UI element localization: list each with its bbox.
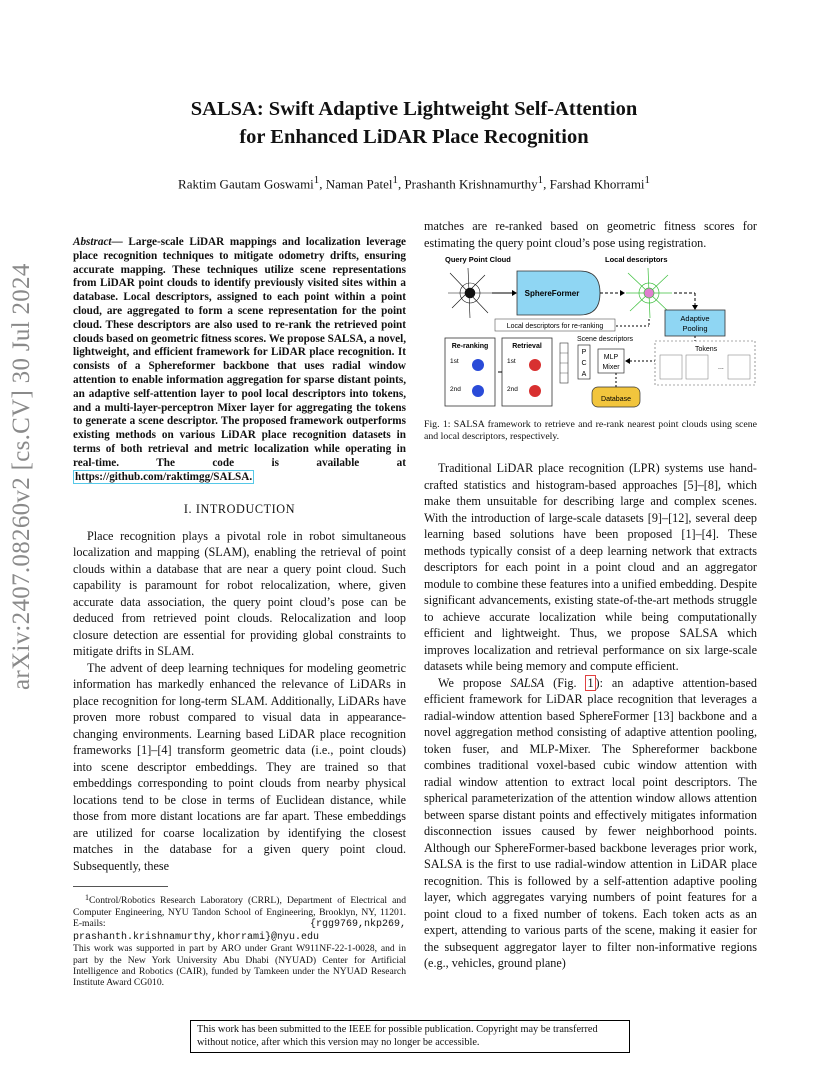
figure-ref-link[interactable]: 1 [587, 675, 594, 690]
framework-diagram [440, 253, 760, 413]
svg-text:Re-ranking: Re-ranking [451, 343, 489, 350]
code-link[interactable]: https://github.com/raktimgg/SALSA. [75, 470, 253, 483]
red-cloud-icon [529, 359, 541, 371]
local-desc-label: Local descriptors [605, 255, 668, 264]
scene-desc-label: Scene descriptors [577, 336, 634, 343]
svg-text:Pooling: Pooling [682, 324, 708, 333]
paragraph: The advent of deep learning techniques for modeling geometric information has markedly enhanced the relevance of LiDARs in place recognition for long-term SLAM. Additionally, LiDARs have proven more robust compared to visual data in appearance-changing environments. Learning based LiDAR place recognition frameworks [1]–[4] transform geometric data (i.e., point clouds) into scene descriptor embeddings. They are trained so that embeddings corresponding to point clouds from nearby physical locations tend to be close in terms of Euclidean distance, while those from more distant locations are far apart. These embeddings are utilized for coarse localization by identifying the closest matches in the database for a given query point cloud. Subsequently, these [73, 660, 406, 873]
red-cloud-icon [529, 385, 541, 397]
blue-cloud-icon [472, 385, 484, 397]
svg-text:2nd: 2nd [450, 386, 461, 393]
abstract: Abstract— Large-scale LiDAR mappings and localization leverage place recognition techniques to mitigate odometry drifts, ensuring accurate mapping. These techniques utilize scene representations from LiDAR point clouds to identify previously visited sites within a database. Local descriptors, assigned to each point within a point cloud, are aggregated to form a scene representation for the point cloud. These descriptors are also used to re-rank the retrieved point clouds based on geometric fitness scores. We propose SALSA, a novel, lightweight, and efficient framework for LiDAR place recognition. It consists of a Sphereformer backbone that uses radial window attention to enable information aggregation for sparse distant points, an adaptive self-attention layer to pool local descriptors into tokens, and a multi-layer-perceptron Mixer layer for aggregating the tokens to generate a scene descriptor. The proposed framework outperforms existing methods on various LiDAR place recognition datasets in terms of both retrieval and metric localization while operating in real-time. The code is available at https://github.com/raktimgg/SALSA. [73, 236, 407, 483]
svg-text:Retrieval: Retrieval [512, 343, 542, 350]
svg-text:P: P [581, 349, 587, 356]
svg-text:MLP: MLP [603, 354, 619, 361]
sphereformer-label: SphereFormer [524, 289, 580, 298]
figure-caption: Fig. 1: SALSA framework to retrieve and re-rank nearest point clouds using scene and local descriptors, respectively. [424, 419, 757, 442]
blue-cloud-icon [472, 359, 484, 371]
svg-text:1st: 1st [507, 358, 516, 365]
svg-text:Adaptive: Adaptive [680, 314, 710, 323]
paragraph: Place recognition plays a pivotal role in robot simultaneous localization and mapping (SLAM), enabling the retrieval of point clouds within a database that are near a query point cloud. Such capability is paramount for robot relocalization, where, given accurate data association, the query point cloud’s pose can be deduced from retrieved point clouds. Relocalization and loop closure detection are essential for providing global constraints to mitigate drifts in SLAM. [73, 528, 406, 659]
left-column [73, 236, 406, 989]
svg-text:A: A [581, 371, 587, 378]
query-cloud-icon [448, 268, 492, 318]
right-column-top [424, 218, 757, 251]
section-heading: I. INTRODUCTION [183, 502, 296, 517]
paper-title: SALSA: Swift Adaptive Lightweight Self-Attention for Enhanced LiDAR Place Recognition [190, 98, 638, 148]
author: Farshad Khorrami [549, 176, 645, 192]
ieee-notice: This work has been submitted to the IEEE for possible publication. Copyright may be transferred without notice, after which this version may no longer be accessible. [190, 1020, 630, 1053]
figure-1 [440, 253, 760, 413]
svg-text:...: ... [718, 364, 724, 371]
arxiv-stamp: arXiv:2407.08260v2 [cs.CV] 30 Jul 2024 [8, 263, 35, 690]
svg-text:1st: 1st [450, 358, 459, 365]
svg-text:2nd: 2nd [507, 386, 518, 393]
paragraph: We propose SALSA (Fig. 1 ): an adaptive attention-based efficient framework for LiDAR place recognition that leverages a radial-window attention based SphereFormer [13] backbone and a novel aggregation method consisting of adaptive attention pooling, token fuser, and MLP-Mixer. The Sphereformer backbone combines traditional voxel-based cubic window attention with radial window attention to extract local point descriptors. The spherical parameterization of the attention window allows attention between sparse distant points and effectively mitigates information disconnection issues caused by fewer neighborhood points. Although our SphereFormer-based backbone leverages prior work, SALSA is the first to use radial-window attention in LiDAR place recognition. This is followed by a self-attention adaptive pooling layer, which aggregates varying numbers of point features for a point cloud to a fixed number of tokens. Each token acts as an expert, attending to various parts of the scene, making it easier for the subsequent aggregator layer to filter non-informative regions (e.g., vehicles, ground plane) [424, 675, 757, 970]
right-column [424, 460, 757, 972]
paragraph: matches are re-ranked based on geometric fitness scores for estimating the query point cloud’s pose using registration. [424, 219, 757, 250]
author: Prashanth Krishnamurthy [404, 176, 538, 192]
paragraph: Traditional LiDAR place recognition (LPR) systems use hand-crafted statistics and histogram-based approaches [5]–[8], which make them unsuitable for describing large and complex scenes. With the introduction of large-scale datasets [9]–[12], several deep learning based solutions have been proposed [1]–[4]. These methods typically consist of a deep learning network that extracts descriptors for each point in a point cloud and an aggregator module to combine these features into a unified embedding. Despite significant advancements, existing state-of-the-art methods struggle to achieve accurate localization while being computationally efficient and lightweight. Thus, we propose SALSA which improves localization and retrieval performance on six large-scale datasets while being memory and compute efficient. [424, 461, 757, 673]
footnote: $^1$Control/Robotics Research Laboratory (CRRL), Department of Electrical and Computer Engineering, NYU Tandon School of Engineering, Brooklyn, NY, 11201. E-mails: {rgg9769,nkp269, prashanth.krishnamurthy,khorrami}@nyu.edu This work was supported in part by ARO under Grant W911NF-22-1-0028, and in part by the New York University Abu Dhabi (NYUAD) Center for Artificial Intelligence and Robotics (CAIR), funded by Tamkeen under the NYUAD Research Institute Award CG010. [73, 892, 406, 989]
rerank-arrow-label: Local descriptors for re-ranking [506, 323, 604, 330]
author: Raktim Gautam Goswami [178, 176, 314, 192]
query-label: Query Point Cloud [445, 255, 511, 264]
svg-text:Tokens: Tokens [695, 346, 718, 353]
author: Naman Patel [325, 176, 393, 192]
svg-text:Database: Database [601, 396, 631, 403]
author-list: Raktim Gautam Goswami$^1$, Naman Patel$^1$, Prashanth Krishnamurthy$^1$, Farshad Khorrami$^1$ [178, 174, 650, 192]
email-list: {rgg9769,nkp269, prashanth.krishnamurthy,khorrami}@nyu.edu [73, 919, 406, 943]
footnote-rule [73, 886, 168, 887]
svg-text:C: C [581, 360, 587, 367]
svg-text:Mixer: Mixer [602, 364, 620, 371]
